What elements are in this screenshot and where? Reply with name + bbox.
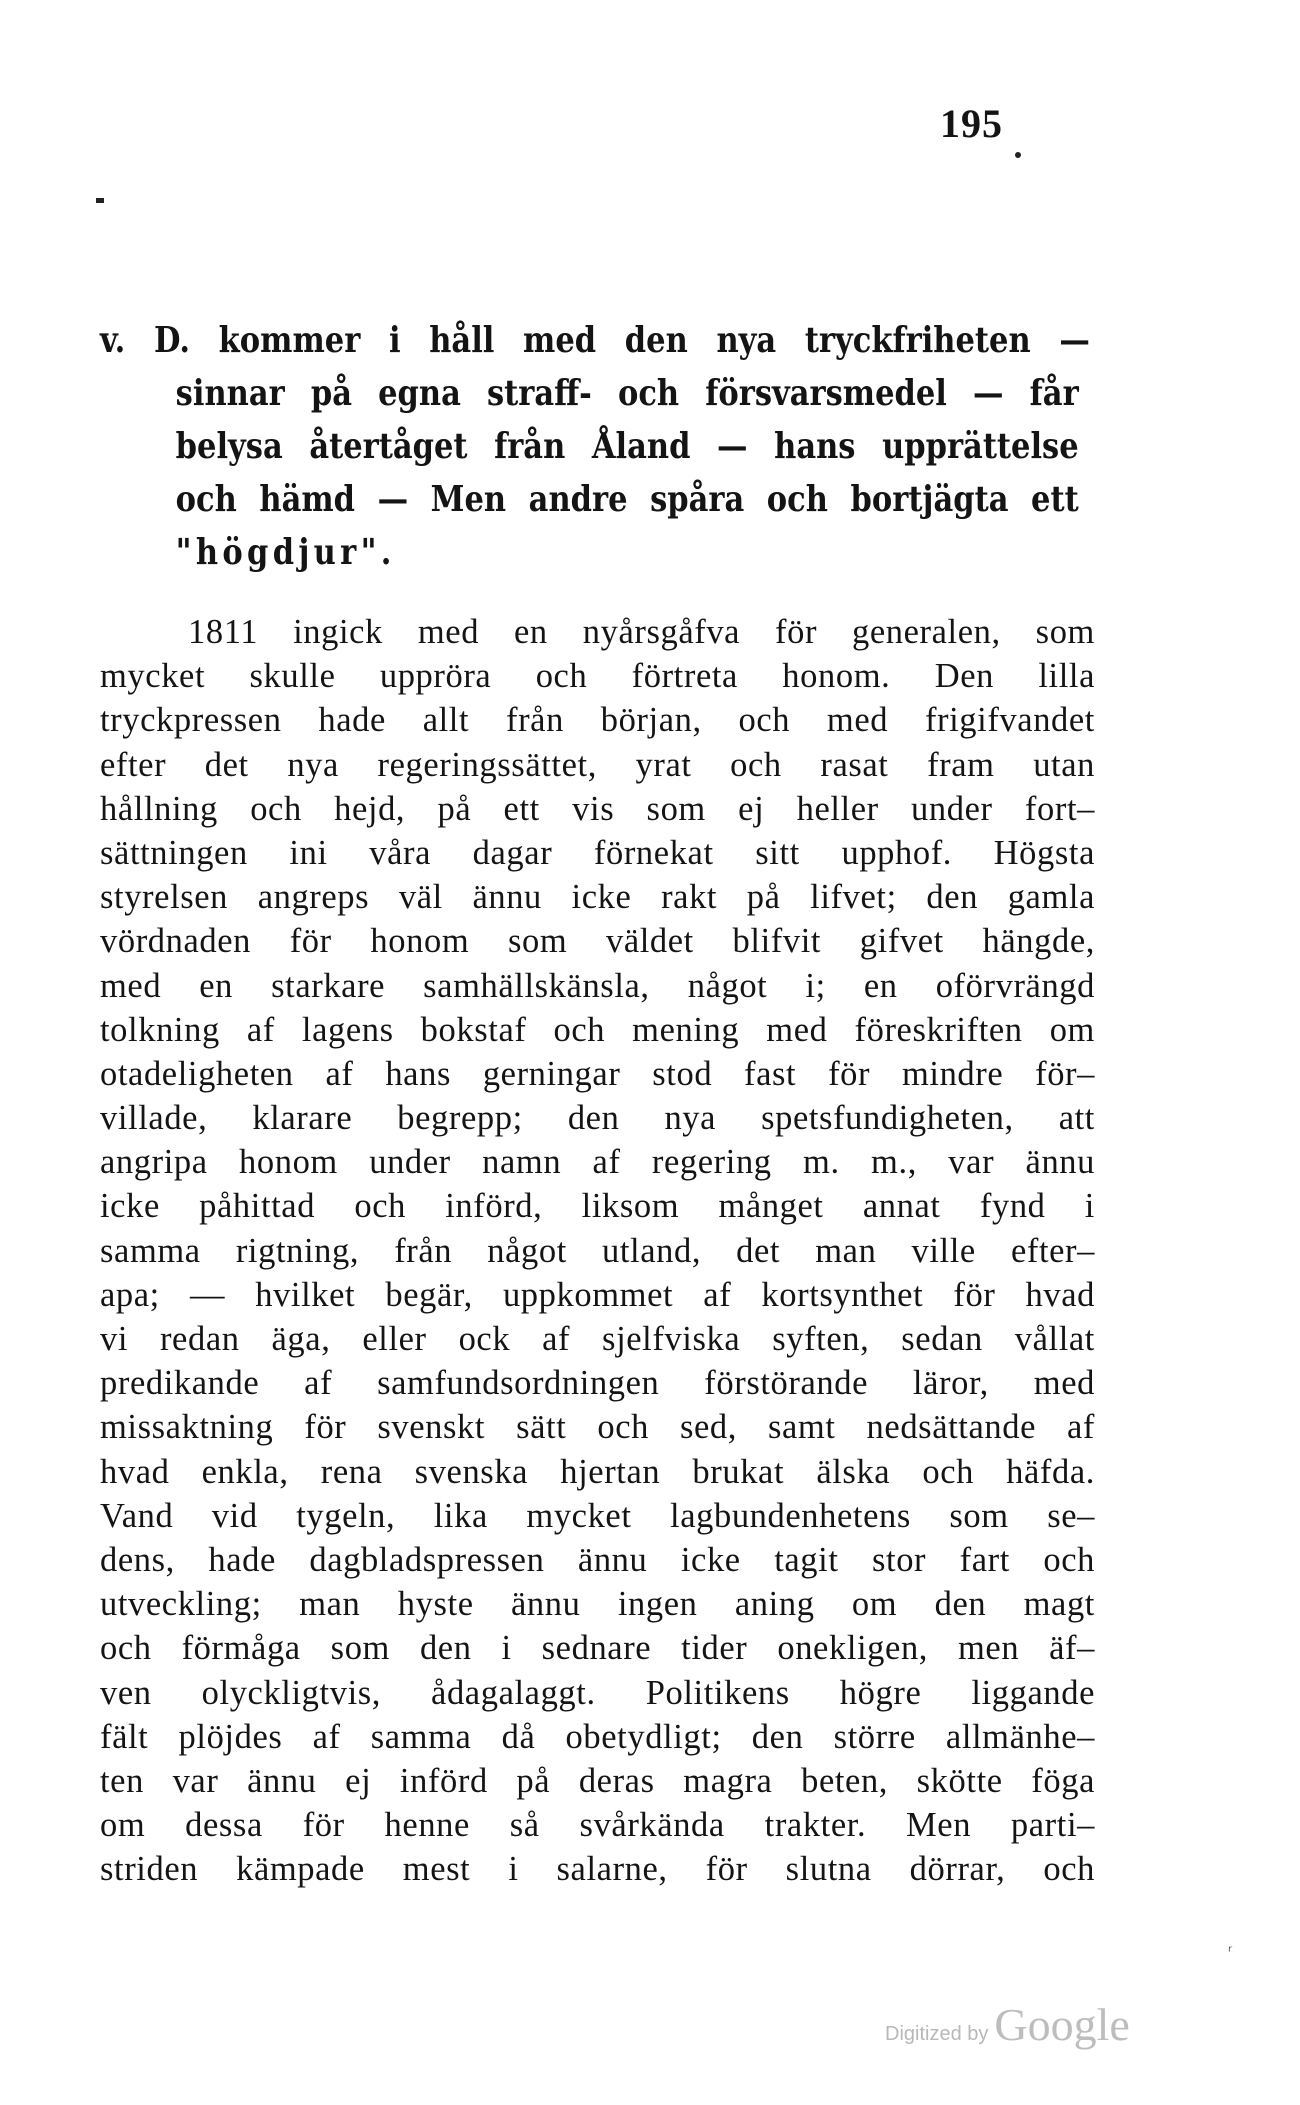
body-line: och förmåga som den i sednare tider onekligen, men äf– <box>100 1629 1095 1668</box>
margin-mark <box>96 198 104 203</box>
body-line: vi redan äga, eller ock af sjelfviska syften, sedan vållat <box>100 1320 1095 1358</box>
body-line: mycket skulle uppröra och förtreta honom. Den lilla <box>100 657 1095 696</box>
body-line: styrelsen angreps väl ännu icke rakt på lifvet; den gamla <box>100 878 1095 917</box>
body-line: utveckling; man hyste ännu ingen aning om den magt <box>100 1585 1095 1624</box>
body-line: icke påhittad och införd, liksom månget annat fynd i <box>100 1187 1095 1226</box>
body-line: ten var ännu ej införd på deras magra beten, skötte föga <box>100 1761 1095 1800</box>
body-line: tryckpressen hade allt från början, och med frigifvandet <box>100 701 1095 740</box>
body-line: villade, klarare begrepp; den nya spetsfundigheten, att <box>100 1099 1095 1138</box>
body-line: ven olyckligtvis, ådagalaggt. Politikens högre liggande <box>100 1673 1095 1712</box>
summary-line: och hämd — Men andre spåra och bortjägta ett <box>175 479 1079 520</box>
body-line: angripa honom under namn af regering m. m., var ännu <box>100 1143 1095 1182</box>
body-line: med en starkare samhällskänsla, något i; en oförvrängd <box>100 966 1095 1005</box>
google-logo-text: Google <box>994 1999 1130 2050</box>
body-line: predikande af samfundsordningen förstörande läror, med <box>100 1364 1095 1403</box>
body-line: Vand vid tygeln, lika mycket lagbundenhetens som se– <box>100 1496 1095 1535</box>
body-line: missaktning för svenskt sätt och sed, samt nedsättande af <box>100 1408 1095 1447</box>
body-line: efter det nya regeringssättet, yrat och rasat fram utan <box>100 745 1095 784</box>
body-line: hvad enkla, rena svenska hjertan brukat älska och häfda. <box>100 1452 1095 1491</box>
page-number-dot <box>1015 152 1021 158</box>
body-line: tolkning af lagens bokstaf och mening med föreskriften om <box>100 1010 1095 1049</box>
body-line: apa; — hvilket begär, uppkommet af kortsynthet för hvad <box>100 1275 1095 1314</box>
summary-line: sinnar på egna straff- och försvarsmedel — får <box>175 373 1079 414</box>
body-text <box>100 610 1095 1891</box>
summary-line: belysa återtåget från Åland — hans upprättelse <box>175 426 1079 467</box>
chapter-summary <box>100 314 1090 579</box>
body-line: otadeligheten af hans gerningar stod fast för mindre för– <box>100 1054 1095 1093</box>
digitized-watermark <box>885 1998 1130 2051</box>
body-line: sättningen ini våra dagar förnekat sitt upphof. Högsta <box>100 833 1095 872</box>
body-line: dens, hade dagbladspressen ännu icke tagit stor fart och <box>100 1540 1095 1579</box>
body-line: fält plöjdes af samma då obetydligt; den större allmänhe– <box>100 1717 1095 1756</box>
summary-line: "högdjur". <box>175 532 396 573</box>
body-line: vördnaden för honom som väldet blifvit gifvet hängde, <box>100 922 1095 961</box>
watermark-prefix: Digitized by <box>885 2023 989 2045</box>
body-line: striden kämpade mest i salarne, för slutna dörrar, och <box>100 1850 1095 1889</box>
body-line: hållning och hejd, på ett vis som ej heller under fort– <box>100 789 1095 828</box>
body-line: om dessa för henne så svårkända trakter. Men parti– <box>100 1806 1095 1845</box>
page-number: 195 <box>940 101 1003 146</box>
corner-speck-mark: ʳ <box>1228 1942 1233 1961</box>
summary-line: v. D. kommer i håll med den nya tryckfriheten — <box>100 320 1090 361</box>
body-line: 1811 ingick med en nyårsgåfva för generalen, som <box>188 613 1095 651</box>
body-line: samma rigtning, från något utland, det man ville efter– <box>100 1231 1095 1270</box>
